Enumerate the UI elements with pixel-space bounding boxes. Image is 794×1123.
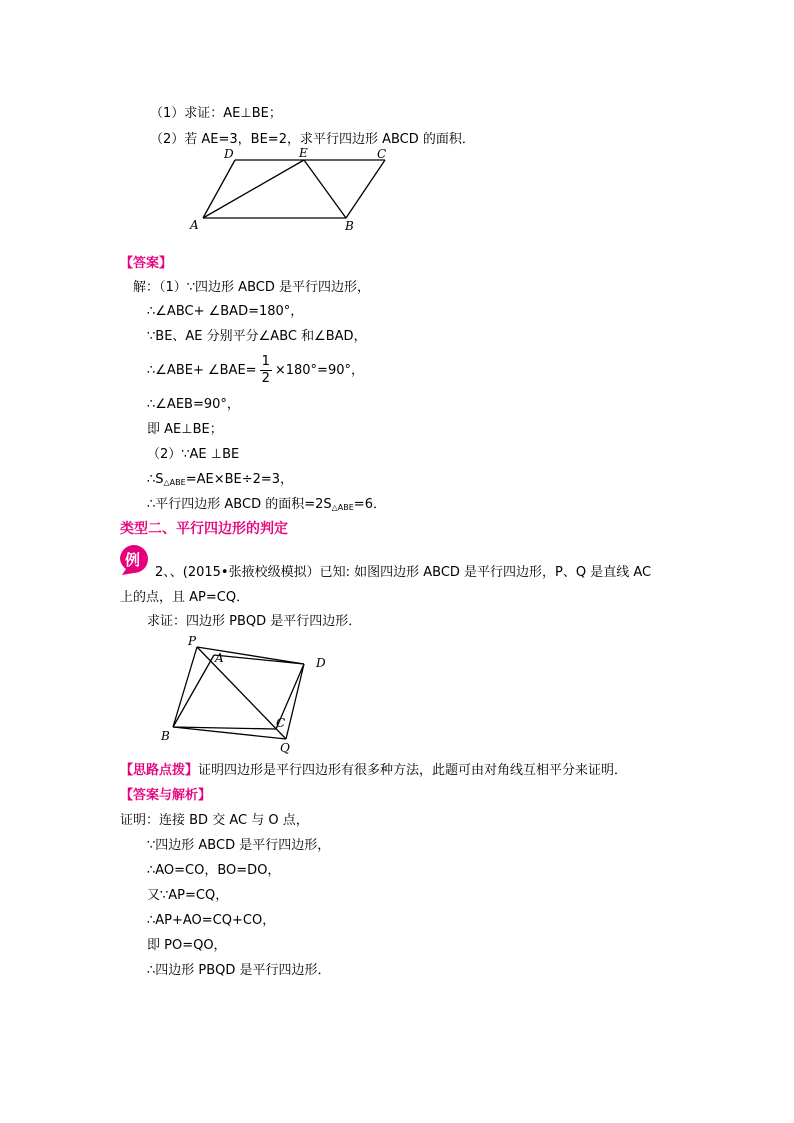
answer-analysis-tag: 【答案与解析】 — [120, 788, 212, 803]
answer1-line6: 即 AE⊥BE； — [147, 422, 223, 437]
section-heading: 类型二、平行四边形的判定 — [120, 521, 288, 537]
label-b: B — [345, 219, 354, 233]
label-e: E — [299, 146, 308, 160]
answer1-line9 — [147, 496, 386, 517]
answer1-line8-post: =AE×BE÷2=3， — [185, 472, 294, 487]
example-question-line2: 上的点，且 AP=CQ． — [120, 590, 250, 605]
answer1-line8 — [147, 471, 293, 492]
segment-dq — [286, 664, 304, 739]
figure-parallelogram-pbqd — [158, 632, 338, 756]
answer1-line9-pre: ∴平行四边形 ABCD 的面积=2S — [147, 497, 332, 512]
answer1-line5: ∴∠AEB=90°， — [147, 397, 240, 412]
label-d: D — [316, 656, 326, 670]
segment-cb — [346, 160, 385, 218]
hint-tag: 【思路点拨】 — [120, 763, 199, 778]
answer1-line1: 解：（1）∵四边形 ABCD 是平行四边形， — [133, 280, 370, 295]
segment-ab — [173, 655, 214, 727]
label-q: Q — [280, 741, 290, 755]
fraction-one-half — [260, 354, 272, 387]
label-c: C — [276, 716, 286, 730]
segment-eb — [304, 160, 346, 218]
label-b: B — [161, 729, 170, 743]
problem1-q1: （1）求证：AE⊥BE； — [150, 106, 282, 121]
answer2-line4: 又∵AP=CQ， — [147, 888, 229, 903]
triangle-abe-subscript: △ABE — [331, 503, 354, 512]
answer2-line5: ∴AP+AO=CQ+CO， — [147, 913, 276, 928]
segment-bp — [173, 647, 197, 727]
answer1-line4-post: ×180°=90°， — [274, 363, 364, 378]
answer1-line2: ∴∠ABC+ ∠BAD=180°， — [147, 304, 304, 319]
hint-text: 证明四边形是平行四边形有很多种方法，此题可由对角线互相平分来证明． — [198, 763, 628, 778]
answer2-line2: ∵四边形 ABCD 是平行四边形， — [147, 838, 331, 853]
label-a: A — [215, 651, 224, 665]
example-badge-label: 例 — [125, 551, 141, 569]
answer2-line7: ∴四边形 PBQD 是平行四边形． — [147, 963, 331, 978]
problem1-q2: （2）若 AE=3，BE=2，求平行四边形 ABCD 的面积． — [150, 132, 475, 147]
example-badge-icon — [117, 542, 151, 576]
segment-ae — [203, 160, 304, 218]
label-d: D — [224, 147, 234, 161]
fraction-numerator: 1 — [261, 354, 270, 369]
label-c: C — [377, 147, 387, 161]
answer1-line4 — [147, 353, 364, 389]
figure-parallelogram-abcd — [185, 144, 395, 236]
label-p: P — [188, 634, 197, 648]
fraction-denominator: 2 — [261, 371, 270, 386]
answer1-line3: ∵BE、AE 分别平分∠ABC 和∠BAD， — [147, 329, 367, 344]
answer2-line6: 即 PO=QO， — [147, 938, 227, 953]
answer2-line3: ∴AO=CO，BO=DO， — [147, 863, 281, 878]
answer-tag: 【答案】 — [120, 256, 173, 271]
answer1-line4-pre: ∴∠ABE+ ∠BAE= — [147, 363, 257, 378]
triangle-abe-subscript: △ABE — [163, 478, 186, 487]
example-question-line1: 2、、(2015•张掖校级模拟）已知: 如图四边形 ABCD 是平行四边形，P、Q 是直线 AC — [155, 565, 652, 580]
answer2-line1: 证明：连接 BD 交 AC 与 O 点， — [120, 813, 309, 828]
answer1-line9-post: =6． — [353, 497, 386, 512]
label-a: A — [190, 218, 199, 232]
hint-line — [120, 762, 627, 780]
example-question-line3: 求证：四边形 PBQD 是平行四边形． — [147, 614, 362, 629]
answer1-line7: （2）∵AE ⊥BE — [147, 447, 240, 462]
answer1-line8-pre: ∴S — [147, 472, 164, 487]
